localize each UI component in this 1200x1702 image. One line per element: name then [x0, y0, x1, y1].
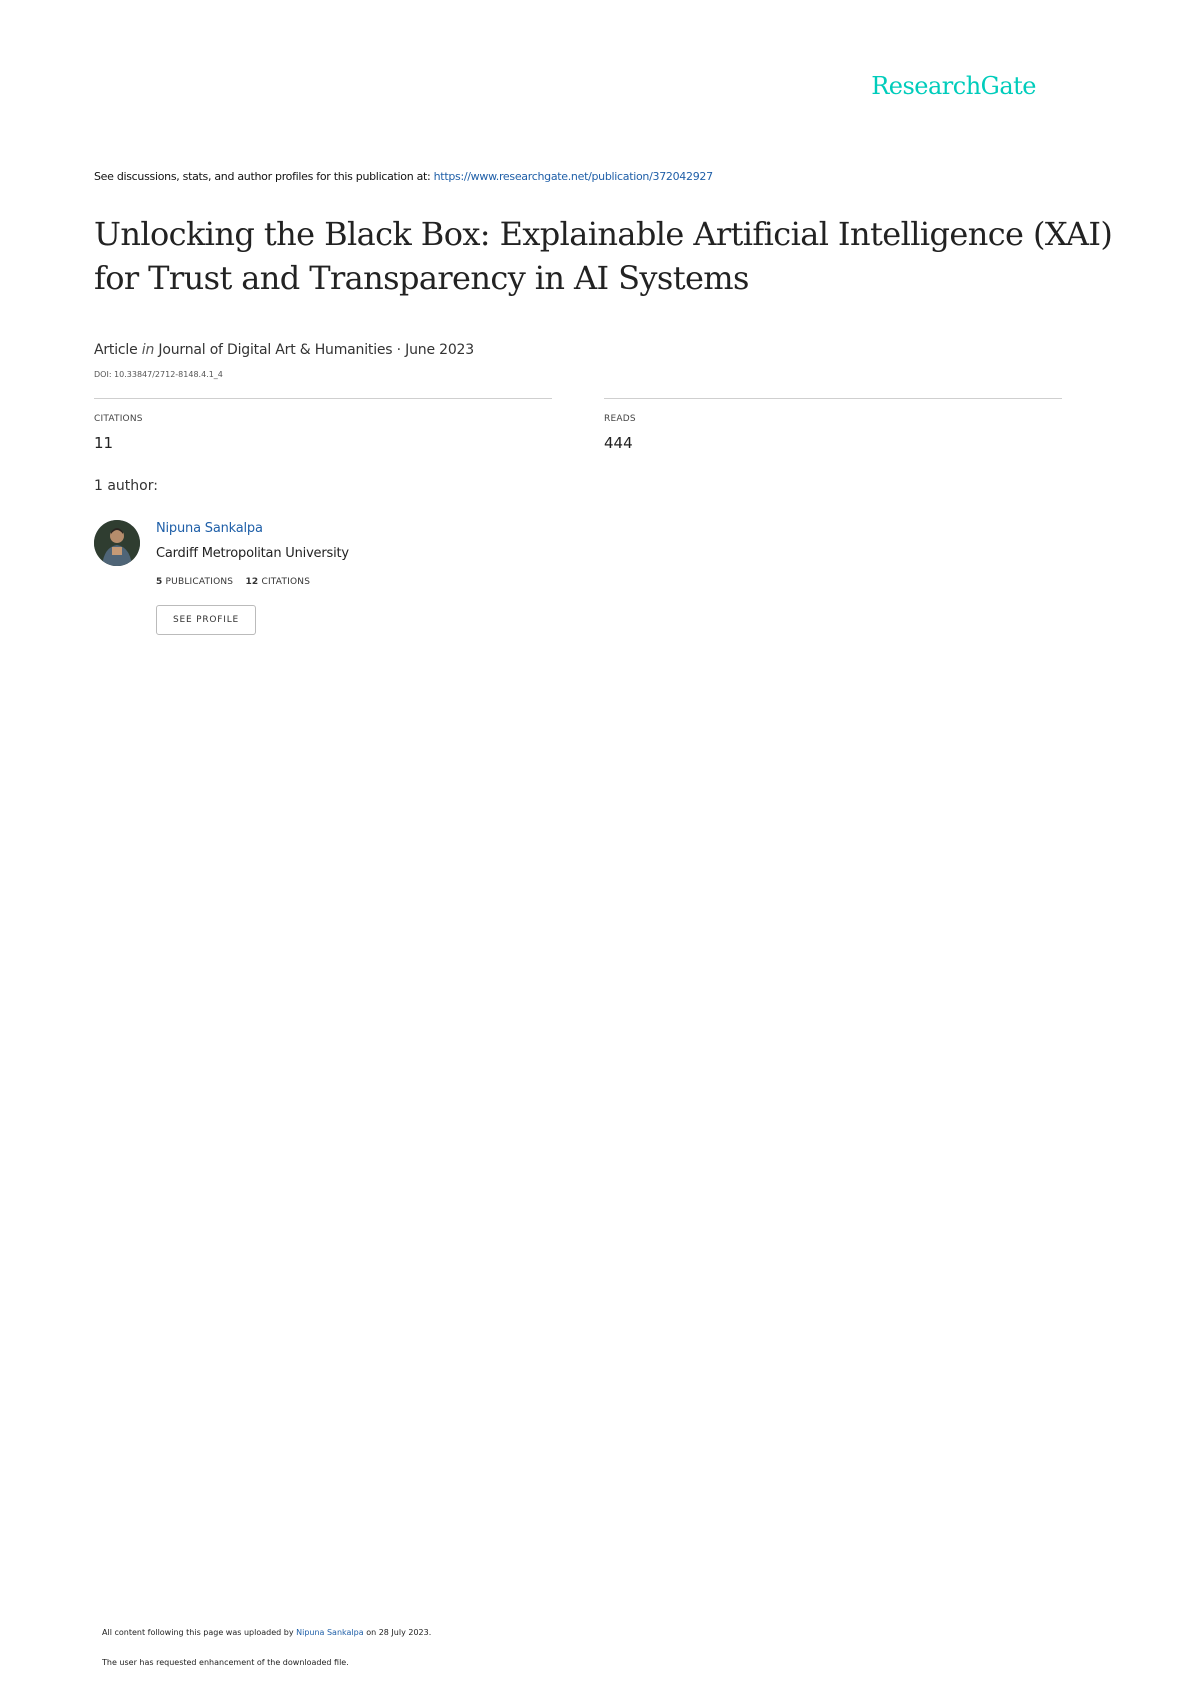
publication-url-link[interactable]: https://www.researchgate.net/publication/372042927 [433, 170, 713, 183]
author-citations-label: CITATIONS [261, 577, 311, 587]
reads-label: READS [604, 414, 636, 424]
upload-suffix: on 28 July 2023. [366, 1628, 432, 1637]
author-publications-label: PUBLICATIONS [165, 577, 234, 587]
author-stats [156, 577, 310, 587]
journal-name: Journal of Digital Art & Humanities [158, 342, 393, 358]
see-profile-button[interactable]: SEE PROFILE [156, 605, 256, 635]
uploader-link[interactable]: Nipuna Sankalpa [296, 1628, 364, 1637]
article-meta [94, 342, 474, 358]
paper-title [94, 212, 1134, 300]
author-publications-count: 5 [156, 577, 163, 587]
publication-date: · June 2023 [396, 342, 474, 358]
avatar-photo-icon [94, 520, 140, 566]
author-name-link[interactable]: Nipuna Sankalpa [156, 521, 263, 536]
author-institution: Cardiff Metropolitan University [156, 546, 349, 561]
upload-note [102, 1628, 431, 1637]
authors-heading: 1 author: [94, 478, 158, 494]
reads-divider [604, 398, 1062, 399]
citations-divider [94, 398, 552, 399]
citations-label: CITATIONS [94, 414, 143, 424]
enhancement-note: The user has requested enhancement of the downloaded file. [102, 1658, 349, 1667]
publication-link-line [94, 170, 713, 183]
reads-value: 444 [604, 434, 633, 452]
title-line-2: for Trust and Transparency in AI Systems [94, 259, 749, 297]
citations-value: 11 [94, 434, 114, 452]
upload-prefix: All content following this page was uploaded by [102, 1628, 294, 1637]
doi: DOI: 10.33847/2712-8148.4.1_4 [94, 370, 223, 379]
researchgate-logo[interactable]: ResearchGate [871, 72, 1036, 100]
author-avatar[interactable] [94, 520, 140, 566]
author-citations-count: 12 [245, 577, 259, 587]
see-discussions-text: See discussions, stats, and author profiles for this publication at: [94, 170, 431, 183]
article-type: Article [94, 342, 138, 358]
in-label: in [141, 342, 155, 358]
title-line-1: Unlocking the Black Box: Explainable Artificial Intelligence (XAI) [94, 215, 1113, 253]
